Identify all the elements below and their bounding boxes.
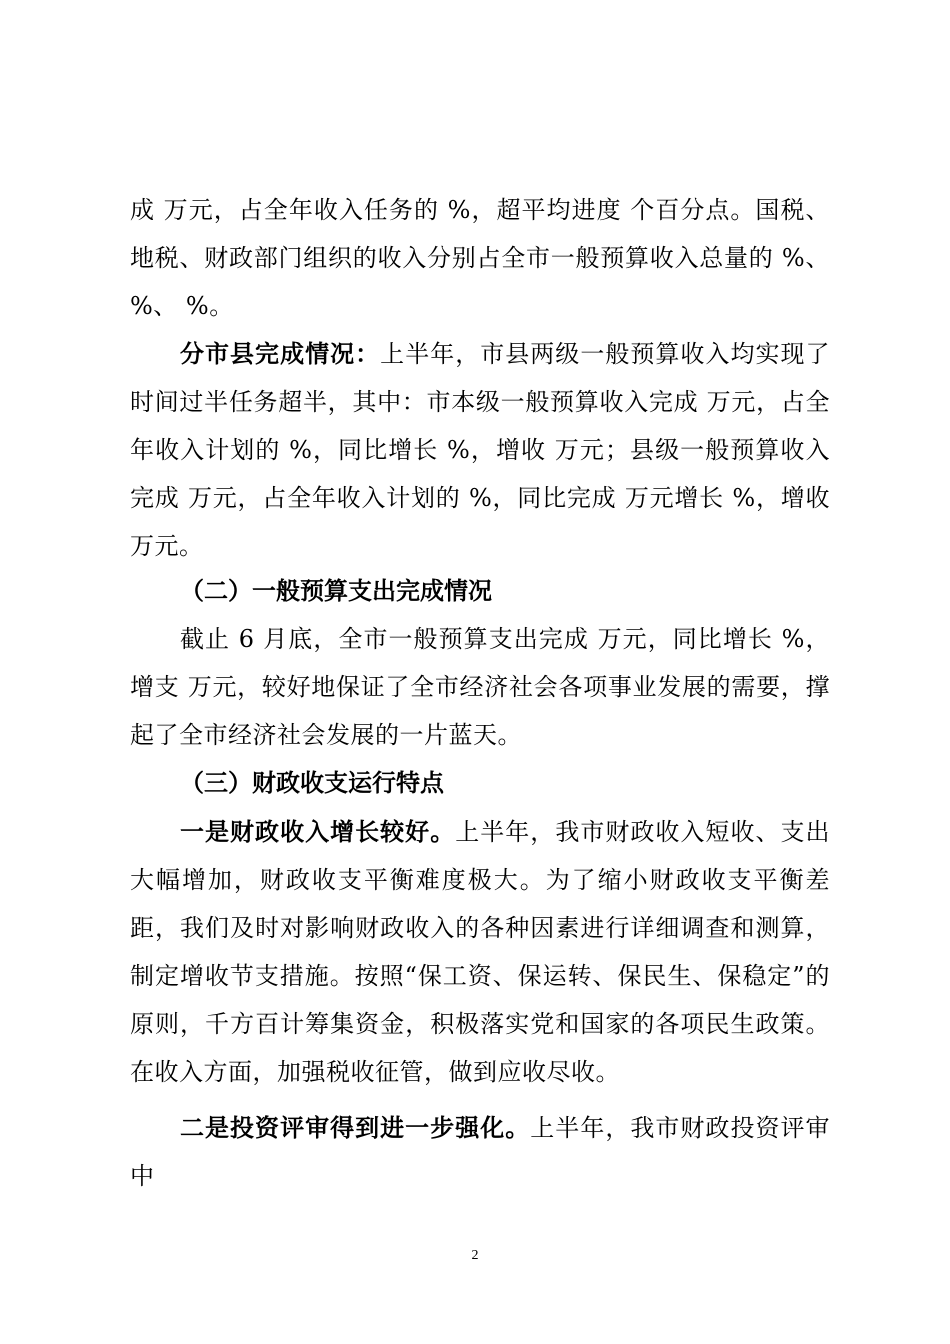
paragraph-lead: 分市县完成情况： xyxy=(180,339,381,368)
paragraph-revenue-completion xyxy=(130,186,830,330)
section-heading-expenditure: （二）一般预算支出完成情况 xyxy=(180,577,492,605)
paragraph-text: 上半年，我市财政收入短收、支出大幅增加，财政收支平衡难度极大。为了缩小财政收支平衡差距，我们及时对影响财政收入的各种因素进行详细调查和测算，制定增收节支措施。按照“保工资、保运转、保民生、保稳定”的原则，千方百计筹集资金，积极落实党和国家的各项民生政策。在收入方面，加强税收征管，做到应收尽收。 xyxy=(130,818,831,1086)
paragraph-revenue-growth xyxy=(130,808,830,1096)
page-number: 2 xyxy=(471,1248,479,1263)
paragraph-expenditure xyxy=(130,615,830,759)
paragraph-lead: 一是财政收入增长较好。 xyxy=(180,817,456,846)
paragraph-text: 上半年，市县两级一般预算收入均实现了时间过半任务超半，其中：市本级一般预算收入完成 万元，占全年收入计划的 %，同比增长 %，增收 万元；县级一般预算收入完成 万元，占全年收入计划的 %，同比完成 万元增长 %，增收 万元。 xyxy=(130,340,831,560)
paragraph-city-county-completion xyxy=(130,330,830,570)
paragraph-text: 截止 6 月底，全市一般预算支出完成 万元，同比增长 %，增支 万元，较好地保证了全市经济社会各项事业发展的需要，撑起了全市经济社会发展的一片蓝天。 xyxy=(130,625,830,749)
paragraph-text: 成 万元，占全年收入任务的 %，超平均进度 个百分点。国税、地税、财政部门组织的收入分别占全市一般预算收入总量的 %、 %、 %。 xyxy=(130,196,830,320)
paragraph-text: 上半年，我市财政投资评审中 xyxy=(130,1114,831,1190)
section-heading-characteristics: （三）财政收支运行特点 xyxy=(180,769,444,797)
paragraph-investment-review xyxy=(130,1104,830,1200)
paragraph-lead: 二是投资评审得到进一步强化。 xyxy=(180,1113,531,1142)
